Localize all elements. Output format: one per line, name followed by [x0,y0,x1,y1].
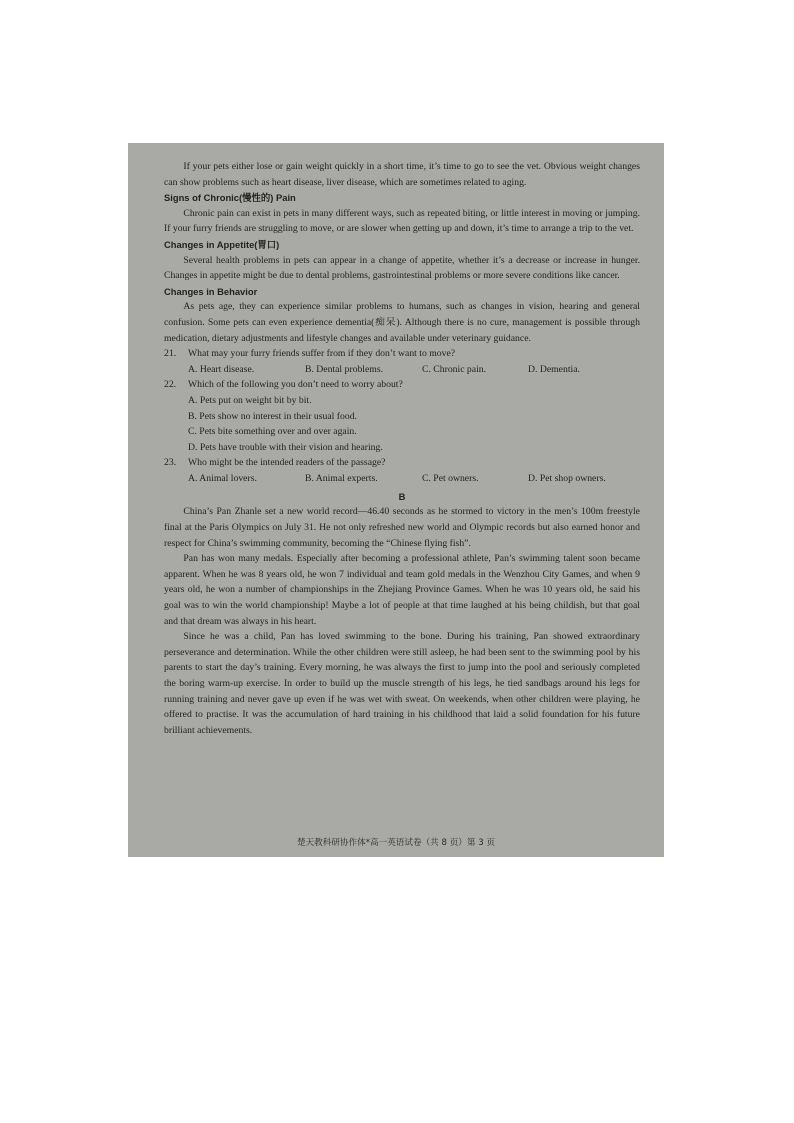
option-b: B. Pets show no interest in their usual food. [188,410,357,422]
section-text-appetite: Several health problems in pets can appear in a change of appetite, whether it’s a decrease or increase in hunger. Changes in appetite might be due to dental problems, gastrointestinal problems or more severe conditions like cancer. [164,254,640,282]
option-a: A. Pets put on weight bit by bit. [188,394,312,406]
section-heading-chronic-pain: Signs of Chronic(慢性的) Pain [164,192,296,204]
question-23-options [164,471,640,487]
question-21-options [164,362,640,378]
option-a: A. Animal lovers. [188,472,257,484]
section-text-behavior: As pets age, they can experience similar problems to humans, such as changes in vision, hearing and general confusion. Some pets can even experience dementia(痴呆). Although there is no cure, management is possible through medication, dietary adjustments and lifestyle changes and available under veterinary guidance. [164,301,640,344]
page-content [164,159,640,738]
question-number: 23. [164,457,177,469]
question-text: Who might be the intended readers of the passage? [188,457,386,469]
intro-paragraph: If your pets either lose or gain weight quickly in a short time, it’s time to go to see the vet. Obvious weight changes can show problems such as heart disease, liver disease, which are sometimes related to aging. [164,161,640,188]
option-d: D. Pets have trouble with their vision and hearing. [188,441,383,453]
option-b: B. Dental problems. [305,363,384,375]
option-a: A. Heart disease. [188,363,255,375]
question-number: 21. [164,348,177,360]
question-21 [164,346,640,362]
section-heading-appetite: Changes in Appetite(胃口) [164,238,280,250]
option-d: D. Dementia. [528,363,580,375]
passage-b-paragraph-2: Pan has won many medals. Especially after becoming a professional athlete, Pan’s swimming talent soon became apparent. When he was 8 years old, he won 7 individual and team gold medals in the Wenzhou City Games, and when 9 years old, he won a number of championships in the Zhejiang Province Games. When he was 10 years old, he said his goal was to win the world championship! Maybe a lot of people at that time laughed at his being childish, but that goal and that dream was always in his heart. [164,553,640,627]
option-c: C. Chronic pain. [422,363,487,375]
section-heading-behavior: Changes in Behavior [164,285,258,297]
question-text: Which of the following you don’t need to worry about? [188,379,403,391]
passage-b-paragraph-1: China’s Pan Zhanle set a new world record—46.40 seconds as he stormed to victory in the men’s 100m freestyle final at the Paris Olympics on July 31. He not only refreshed new world and Olympic records but also earned honor and respect for China’s swimming community, becoming the “Chinese flying fish”. [164,506,640,549]
question-23 [164,455,640,471]
page-footer: 楚天教科研协作体*高一英语试卷（共 8 页）第 3 页 [296,838,496,848]
exam-page [128,143,664,857]
passage-b-paragraph-3: Since he was a child, Pan has loved swimming to the bone. During his training, Pan showed extraordinary perseverance and determination. While the other children were still asleep, he had been sent to the swimming pool by his parents to start the day’s training. Every morning, he was always the first to jump into the pool and seriously completed the boring warm-up exercise. In order to build up the muscle strength of his legs, he tied sandbags around his legs for running training and never gave up even if he was wet with sweat. On weekends, when other children were playing, he offered to practise. It was the accumulation of hard training in his childhood that laid a solid foundation for his future brilliant achievements. [164,631,640,736]
question-number: 22. [164,379,177,391]
question-text: What may your furry friends suffer from if they don’t want to move? [188,348,456,360]
option-d: D. Pet shop owners. [528,472,606,484]
section-text-chronic-pain: Chronic pain can exist in pets in many different ways, such as repeated biting, or little interest in moving or jumping. If your furry friends are struggling to move, or are slower when getting up and down, it’s time to arrange a trip to the vet. [164,207,640,235]
option-c: C. Pets bite something over and over again. [188,426,357,438]
option-b: B. Animal experts. [305,472,378,484]
option-c: C. Pet owners. [422,472,479,484]
question-22 [164,377,640,393]
passage-b-label: B [398,491,406,503]
